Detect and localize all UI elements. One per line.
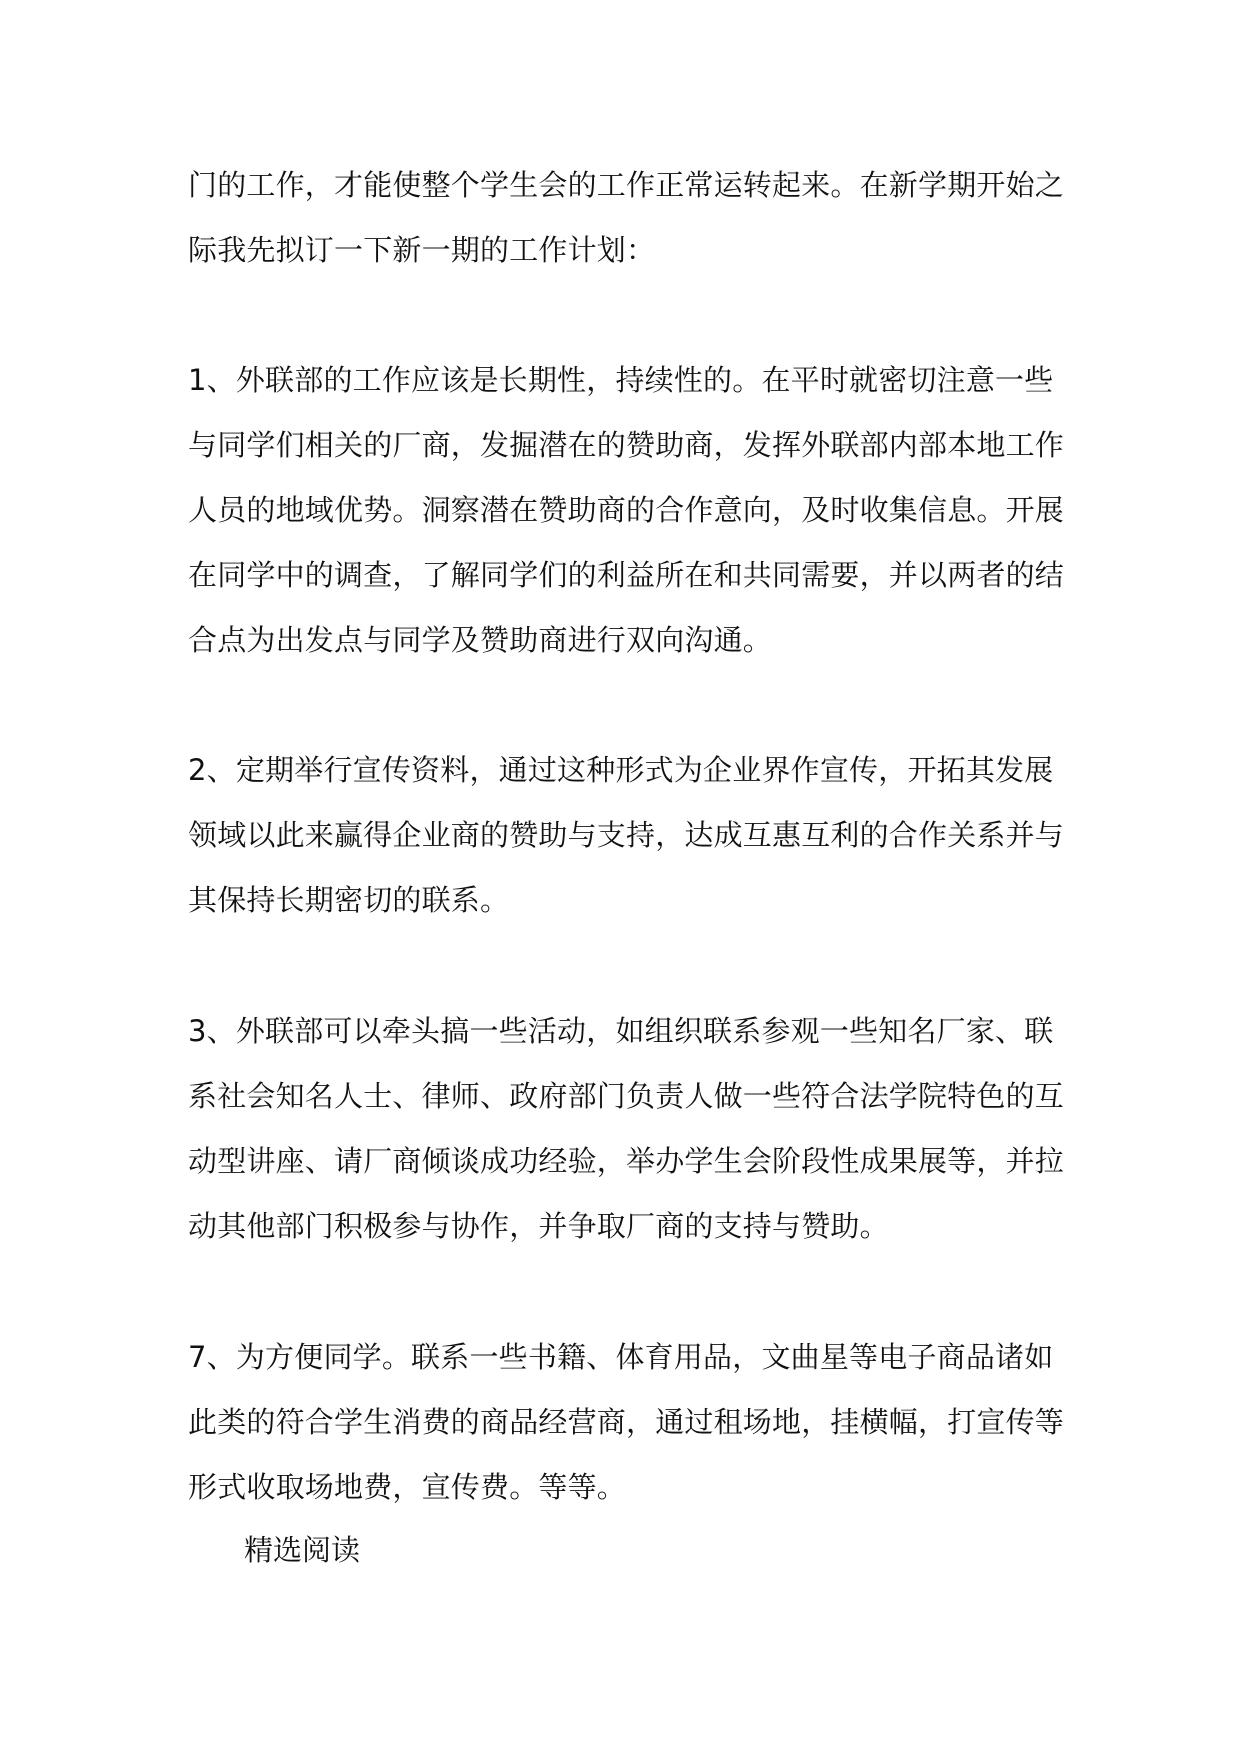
text-line: 7、为方便同学。联系一些书籍、体育用品，文曲星等电子商品诸如 bbox=[188, 1340, 1054, 1374]
text-line: 与同学们相关的厂商，发掘潜在的赞助商，发挥外联部内部本地工作 bbox=[188, 428, 1065, 462]
text-line: 动其他部门积极参与协作，并争取厂商的支持与赞助。 bbox=[188, 1209, 889, 1243]
text-line: 2、定期举行宣传资料，通过这种形式为企业界作宣传，开拓其发展 bbox=[188, 753, 1054, 787]
text-line: 领域以此来赢得企业商的赞助与支持，达成互惠互利的合作关系并与 bbox=[188, 818, 1065, 852]
intro-paragraph bbox=[188, 153, 1068, 283]
text-line: 3、外联部可以牵头搞一些活动，如组织联系参观一些知名厂家、联 bbox=[188, 1014, 1054, 1048]
text-line: 其保持长期密切的联系。 bbox=[188, 883, 510, 917]
selected-reading-heading: 精选阅读 bbox=[244, 1533, 361, 1567]
plan-item-3 bbox=[188, 999, 1068, 1259]
text-line: 此类的符合学生消费的商品经营商，通过租场地，挂横幅，打宣传等 bbox=[188, 1405, 1065, 1439]
text-line: 系社会知名人士、律师、政府部门负责人做一些符合法学院特色的互 bbox=[188, 1079, 1065, 1113]
text-line: 人员的地域优势。洞察潜在赞助商的合作意向，及时收集信息。开展 bbox=[188, 493, 1065, 527]
plan-item-1 bbox=[188, 348, 1068, 673]
text-line: 形式收取场地费，宣传费。等等。 bbox=[188, 1470, 627, 1504]
text-line: 门的工作，才能使整个学生会的工作正常运转起来。在新学期开始之 bbox=[188, 168, 1065, 202]
plan-item-7 bbox=[188, 1325, 1068, 1520]
plan-item-2 bbox=[188, 738, 1068, 933]
text-line: 动型讲座、请厂商倾谈成功经验，举办学生会阶段性成果展等，并拉 bbox=[188, 1144, 1065, 1178]
text-line: 合点为出发点与同学及赞助商进行双向沟通。 bbox=[188, 623, 773, 657]
text-line: 1、外联部的工作应该是长期性，持续性的。在平时就密切注意一些 bbox=[188, 363, 1054, 397]
text-line: 在同学中的调查，了解同学们的利益所在和共同需要，并以两者的结 bbox=[188, 558, 1065, 592]
text-line: 际我先拟订一下新一期的工作计划： bbox=[188, 233, 656, 267]
